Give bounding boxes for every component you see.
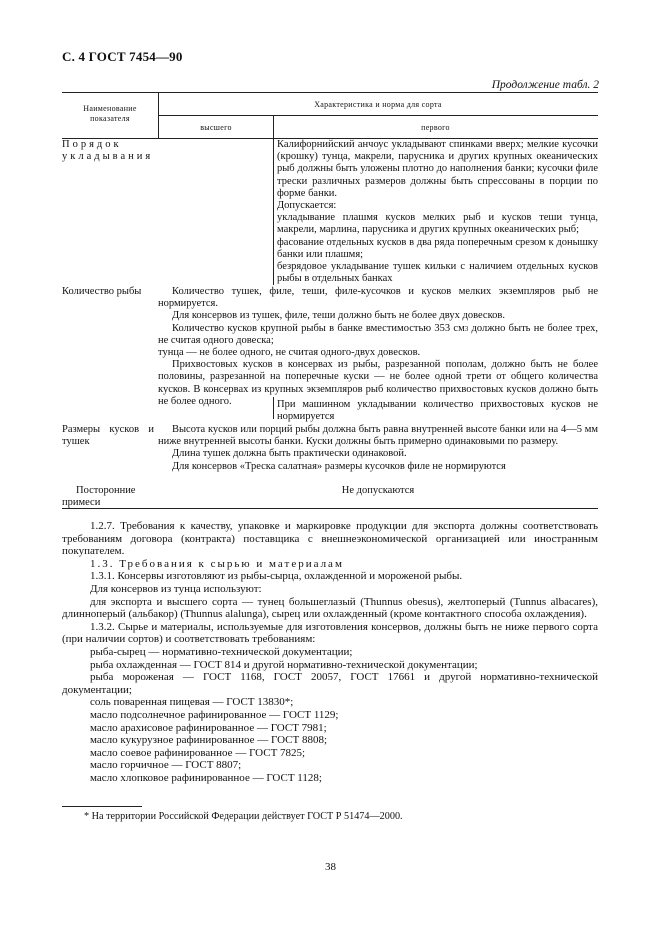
row-name-order [62,139,158,163]
requirement-item: соль поваренная пищевая — ГОСТ 13830*; [90,696,294,709]
requirement-item: масло соевое рафинированное — ГОСТ 7825; [90,746,306,759]
footnote-rule [62,806,142,807]
tuna-text: для экспорта и высшего сорта — тунец большеглазый (Thunnus obesus), желтоперый (Tunnus albacares), длинноперый (альбакор) (Thunnus alalunga), сырец или охлажденный (кроме контактного способа охлаждения). [62,595,598,621]
row-name-quantity: Количество рыбы [62,286,142,297]
sizes-paragraph: Длина тушек должна быть практически одинаковой. [172,448,407,460]
table-continuation-label: Продолжение табл. 2 [491,79,599,91]
order-line: укладывание плашмя кусков мелких рыб и кусков теши тунца, макрели, марлина, парусника и других крупных океанических рыб; [277,212,598,236]
sizes-paragraph: Высота кусков или порций рыбы должна быть равна внутренней высоте банки или на 4—5 мм ниже внутренней высоты банки. Куски должны быть примерно одинаковыми по размеру. [158,424,598,448]
quantity-paragraph [158,323,598,347]
order-line: Калифорнийский анчоус укладывают спинками вверх; мелкие кусочки (крошку) тунца, макрели, парусника и других крупных океанических рыб должны быть уложены плотно до наполнения банки; кусочки филе трески различных размеров должны быть спрессованы в порции по форме банки. [277,139,598,199]
quantity-paragraph: Количество тушек, филе, теши, филе-кусочков и кусков мелких экземпляров рыб не нормируется. [158,286,598,310]
requirement-item: рыба охлажденная — ГОСТ 814 и другой нормативно-технической документации; [90,658,478,671]
page-header: С. 4 ГОСТ 7454—90 [62,49,183,64]
table-subheader-rule [158,115,598,116]
table-subheader-vrule [273,115,274,138]
quantity-p3-text-end: должно быть не более трех, не считая одного довеска; [158,322,599,346]
paragraph-1-3-1: 1.3.1. Консервы изготовляют из рыбы-сырца, охлажденной и мороженой рыбы. [90,570,463,583]
table-col-name-header: Наименование показателя [83,104,137,123]
row-name-order-text: Порядок укладывания [62,139,154,163]
table-bottom-rule [62,508,598,509]
requirement-item: рыба-сырец — нормативно-технической документации; [90,645,353,658]
paragraph-1-2-7: 1.2.7. Требования к качеству, упаковке и маркировке продукции для экспорта должны соответствовать требованиям договора (контракта) поставщика с внешнеэкономической организацией или иностранным покупателем. [62,520,598,558]
requirement-item: масло арахисовое рафинированное — ГОСТ 7981; [90,721,327,734]
requirement-item: масло кукурузное рафинированное — ГОСТ 8808; [90,734,328,747]
page-number: 38 [325,861,336,873]
table-top-rule [62,92,598,93]
footnote: * На территории Российской Федерации действует ГОСТ Р 51474—2000. [84,811,403,822]
quantity-p3-text: Количество кусков крупной рыбы в банке вместимостью 353 см [172,322,465,334]
quantity-p3-sup: 3 [464,324,469,333]
table-col-highest-header: высшего [200,123,232,132]
requirement-item: масло подсолнечное рафинированное — ГОСТ 1129; [90,708,339,721]
quantity-description [158,286,598,408]
requirement-item: масло горчичное — ГОСТ 8807; [90,759,242,772]
table-col-first-header: первого [421,123,450,132]
paragraph-1-3-2: 1.3.2. Сырье и материалы, используемые для изготовления консервов, должны быть не ниже первого сорта (при наличии сортов) и соответствовать требованиям: [62,620,598,646]
impurities-value: Не допускаются [341,485,415,496]
section-1-3-heading: 1.3. Требования к сырью и материалам [90,557,344,570]
order-description [277,139,598,285]
requirement-item: масло хлопковое рафинированное — ГОСТ 1128; [90,771,322,784]
sizes-description [158,424,598,473]
order-line: фасование отдельных кусков в два ряда поперечным срезом к донышку банки или плашмя; [277,236,598,260]
quantity-machine-note: При машинном укладывании количество прихвостовых кусков не нормируется [277,399,598,423]
row-name-impurities: Посторонние примеси [62,485,136,509]
body-text [62,520,598,784]
order-line: Допускается: [277,200,337,212]
table-col-char-header: Характеристика и норма для сорта [314,100,442,109]
order-line: безрядовое укладывание тушек кильки с наличием отдельных кусков рыбы в отдельных банках [277,261,598,285]
order-row-vrule [273,138,274,285]
quantity-paragraph: Для консервов из тушек, филе, теши должно быть не более двух довесков. [172,310,505,322]
quantity-paragraph: тунца — не более одного, не считая одного-двух довесков. [158,347,421,359]
row-name-sizes: Размеры кусков и тушек [62,424,154,448]
requirement-item: рыба мороженая — ГОСТ 1168, ГОСТ 20057, ГОСТ 17661 и другой нормативно-технической документации; [62,671,598,696]
tuna-intro: Для консервов из тунца используют: [90,582,262,595]
sizes-paragraph: Для консервов «Треска салатная» размеры кусочков филе не нормируются [172,460,506,472]
quantity-paragraph: Прихвостовых кусков в консервах из рыбы, разрезанной пополам, должно быть не более половины, разрезанной на поперечные куски — не более одной трети от общего количества кусков. В консервах из крупных экземпляров рыб количество прихвостовых кусков должно быть не более одного. [158,359,598,407]
